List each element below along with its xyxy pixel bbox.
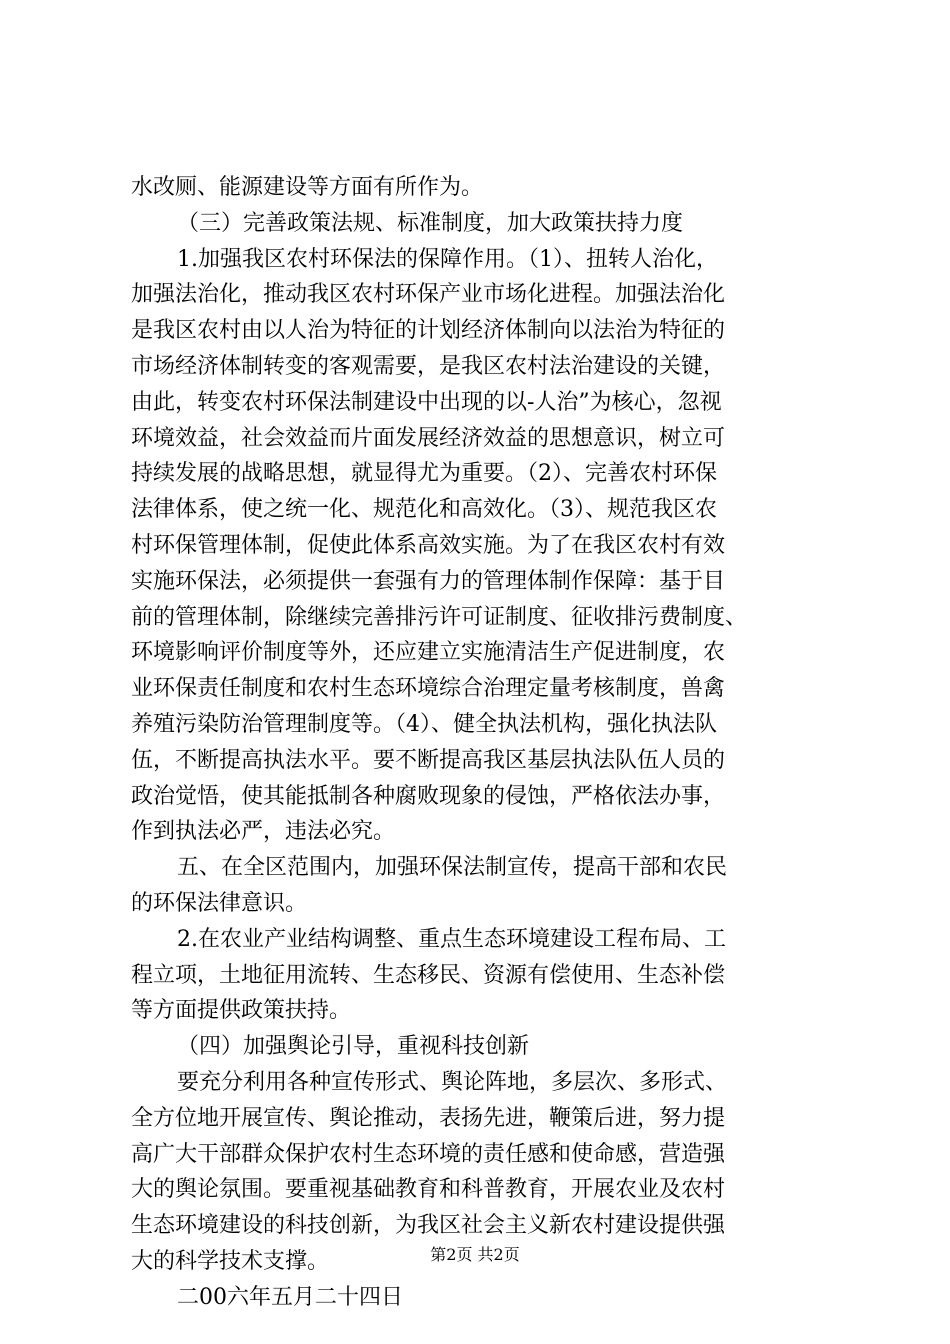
text-line: 等方面提供政策扶持。	[131, 998, 352, 1024]
text-line: 村环保管理体制，促使此体系高效实施。为了在我区农村有效	[131, 532, 726, 558]
paragraph-start: 要充分利用各种宣传形式、舆论阵地，多层次、多形式、	[177, 1069, 728, 1095]
text-line: 水改厕、能源建设等方面有所作为。	[131, 175, 484, 200]
text-line: 法律体系，使之统一化、规范化和高效化。（3）、规范我区农	[131, 497, 717, 523]
text-line: 程立项，土地征用流转、生态移民、资源有偿使用、生态补偿	[131, 962, 726, 988]
text-line: 生态环境建设的科技创新，为我区社会主义新农村建设提供强	[131, 1213, 726, 1239]
text-line: 环境影响评价制度等外，还应建立实施清洁生产促进制度，农	[131, 640, 726, 666]
text-line: 养殖污染防治管理制度等。（4）、健全执法机构，强化执法队	[131, 711, 717, 737]
text-line: 环境效益，社会效益而片面发展经济效益的思想意识，树立可	[131, 425, 726, 451]
text-line: 政治觉悟，使其能抵制各种腐败现象的侵蚀，严格依法办事，	[131, 783, 726, 809]
paragraph-start: 2.在农业产业结构调整、重点生态环境建设工程布局、工	[177, 926, 726, 952]
text-line: 业环保责任制度和农村生态环境综合治理定量考核制度，兽禽	[131, 676, 726, 702]
text-line: 的环保法律意识。	[131, 890, 308, 916]
document-date: 二00六年五月二十四日	[177, 1284, 403, 1310]
paragraph-start: 1.加强我区农村环保法的保障作用。（1）、扭转人治化，	[177, 246, 718, 272]
text-line: 高广大干部群众保护农村生态环境的责任感和使命感，营造强	[131, 1141, 726, 1167]
document-body	[131, 170, 831, 1316]
text-line: 持续发展的战略思想，就显得尤为重要。（2）、完善农村环保	[131, 461, 717, 487]
text-line: 大的科学技术支撑。	[131, 1248, 330, 1274]
section-heading: （三）完善政策法规、标准制度，加大政策扶持力度	[177, 210, 684, 236]
text-line: 伍，不断提高执法水平。要不断提高我区基层执法队伍人员的	[131, 747, 726, 773]
section-heading: （四）加强舆论引导，重视科技创新	[177, 1034, 530, 1060]
text-line: 全方位地开展宣传、舆论推动，表扬先进，鞭策后进，努力提	[131, 1105, 726, 1131]
text-line: 作到执法必严，违法必究。	[131, 819, 396, 845]
text-line: 市场经济体制转变的客观需要，是我区农村法治建设的关键，	[131, 353, 726, 379]
text-line: 加强法治化，推动我区农村环保产业市场化进程。加强法治化	[131, 282, 726, 308]
text-line: 实施环保法，必须提供一套强有力的管理体制作保障：基于目	[131, 568, 726, 594]
text-line: 前的管理体制，除继续完善排污许可证制度、征收排污费制度、	[131, 604, 748, 630]
text-line: 由此，转变农村环保法制建设中出现的以-人治”为核心，忽视	[131, 389, 722, 415]
paragraph-start: 五、在全区范围内，加强环保法制宣传，提高干部和农民	[177, 855, 728, 881]
page-footer: 第2页 共2页	[430, 1245, 520, 1264]
text-line: 大的舆论氛围。要重视基础教育和科普教育，开展农业及农村	[131, 1177, 726, 1203]
text-line: 是我区农村由以人治为特征的计划经济体制向以法治为特征的	[131, 318, 726, 344]
